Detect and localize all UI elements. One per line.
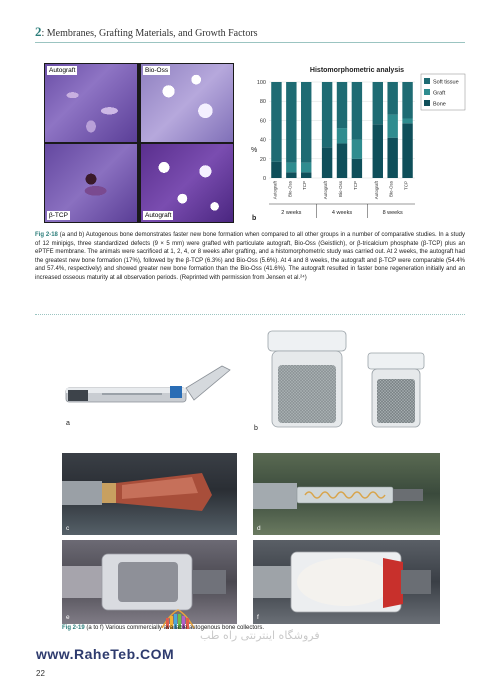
- chart-bar-soft-tissue: [373, 82, 383, 124]
- chart-bar-soft-tissue: [337, 82, 347, 128]
- chart-bar-bone: [402, 123, 412, 178]
- histology-label: Autograft: [145, 212, 172, 219]
- chart-x-ticks: [272, 180, 408, 199]
- chart-x-tick-label: Bio-Oss: [388, 181, 394, 198]
- histology-label: Autograft: [49, 67, 76, 74]
- header-divider: [35, 42, 465, 43]
- chart-bar-bone: [373, 124, 383, 178]
- chart-x-tick-label: Bio-Oss: [338, 181, 343, 198]
- chart-bar-bone: [352, 159, 362, 178]
- chart-legend-swatch: [424, 100, 430, 106]
- chart-bar-bone: [301, 172, 311, 178]
- chart-bar-bone: [387, 138, 397, 178]
- chart-panel-letter: b: [252, 215, 257, 222]
- chart-bar-soft-tissue: [352, 82, 362, 140]
- chart-y-label: %: [251, 147, 258, 154]
- chart-bars: [271, 82, 413, 178]
- photo-a-bone-collector-tube: [62, 350, 242, 430]
- chart-legend-label: Bone: [433, 101, 446, 108]
- chart-x-tick-label: TCP: [403, 181, 409, 190]
- watermark-arabic-text: فروشگاه اینترنتی راه طب: [200, 629, 320, 642]
- page-number: 22: [36, 669, 45, 678]
- histology-panel-tcp: [45, 144, 137, 222]
- chart-group-labels: [269, 204, 415, 218]
- chart-bar-graft: [286, 163, 296, 173]
- chapter-header: [35, 24, 258, 40]
- photo-b-filter-cups: [250, 325, 440, 435]
- photo-letter: b: [254, 425, 258, 432]
- watermark-url: www.RaheTeb.COM: [36, 646, 175, 662]
- chapter-title: : Membranes, Grafting Materials, and Growth Factors: [41, 28, 258, 39]
- chart-y-tick-label: 20: [259, 156, 266, 163]
- chart-x-tick-label: TCP: [302, 181, 308, 190]
- chart-svg: [245, 60, 470, 225]
- chart-bar-bone: [322, 147, 332, 178]
- chart-y-tick-label: 80: [259, 99, 266, 106]
- chart-legend-label: Graft: [433, 90, 446, 97]
- chart-bar-graft: [301, 163, 311, 173]
- chart-bar-soft-tissue: [402, 82, 412, 118]
- histology-panel-bio-oss: [141, 64, 233, 142]
- chart-legend-swatch: [424, 78, 430, 84]
- chart-bar-bone: [271, 162, 281, 178]
- figure-label: Fig 2-18: [35, 232, 58, 238]
- chart-x-tick-label: Bio-Oss: [287, 181, 293, 198]
- chart-group-label: 8 weeks: [382, 210, 403, 216]
- chart-title: Histomorphometric analysis: [309, 67, 405, 74]
- caption-text: (a and b) Autogenous bone demonstrates faster new bone formation when compared to all other groups in a number of comparative studies. In a study of 12 minipigs, three standardized defects (9 × 5 mm) were grafted with particulate autograft, Bio-Oss (Geistlich), or β-tricalcium phosphate (β-TCP) plus an ePTFE membrane. The animals were sacrificed at 1, 2, 4, or 8 weeks after grafting, and a histomorphometric study was carried out. At 2 weeks, the autograft had the greatest new bone formation (17%), followed by the β-TCP (6.3%) and Bio-Oss (5.6%). At 4 and 8 weeks, the autograft and β-TCP were comparable (54.4% and 57.4%, respectively) and showed greater new bone formation than the Bio-Oss (41.6%). The autograft resulted in faster bone regeneration initially and an increased osseous maturity at all observation periods. (Reprinted with permission from Jensen et al.²⁴): [35, 232, 465, 281]
- chapter-number: 2: [35, 24, 42, 39]
- chart-bar-soft-tissue: [322, 82, 332, 147]
- chart-x-tick-label: Autograft: [272, 181, 278, 200]
- figure-2-19-caption: [62, 625, 264, 631]
- caption-text: (a to f) Various commercially available autogenous bone collectors.: [84, 625, 264, 631]
- chart-legend-swatch: [424, 89, 430, 95]
- chart-bar-graft: [402, 118, 412, 123]
- chart-x-tick-label: Autograft: [323, 181, 329, 200]
- photo-letter: c: [66, 525, 70, 532]
- chart-bar-soft-tissue: [387, 82, 397, 115]
- chart-y-tick-label: 40: [259, 137, 266, 144]
- chart-bar-bone: [337, 143, 347, 178]
- chart-legend-label: Soft tissue: [433, 79, 459, 86]
- photo-letter: a: [66, 420, 70, 427]
- histology-panel-autograft: [45, 64, 137, 142]
- chart-group-label: 2 weeks: [281, 210, 302, 216]
- photo-letter: e: [66, 614, 70, 621]
- photo-f-collector-with-bone: [253, 540, 440, 624]
- histology-panel-autograft-2: [141, 144, 233, 222]
- chart-y-tick-label: 0: [262, 176, 266, 182]
- chart-bar-graft: [387, 115, 397, 138]
- histology-image-grid: [44, 63, 234, 223]
- chart-bar-soft-tissue: [271, 82, 281, 162]
- chart-x-tick-label: TCP: [352, 181, 358, 190]
- chart-bar-soft-tissue: [301, 82, 311, 163]
- chart-legend: [421, 74, 465, 110]
- photo-d-bone-collector-spring: [253, 453, 440, 535]
- chart-bar-graft: [337, 128, 347, 143]
- chart-y-ticks: [257, 80, 266, 182]
- photo-e-collector-chamber: [62, 540, 237, 624]
- figure-label: Fig 2-19: [62, 625, 85, 631]
- histology-label: Bio-Oss: [145, 67, 169, 74]
- chart-bar-soft-tissue: [286, 82, 296, 163]
- chart-bar-bone: [286, 172, 296, 178]
- chart-group-label: 4 weeks: [331, 210, 353, 216]
- histomorphometric-chart: [245, 60, 470, 230]
- photo-letter: d: [257, 525, 261, 532]
- chart-y-tick-label: 100: [256, 80, 266, 86]
- histology-label: β-TCP: [49, 212, 68, 219]
- photo-letter: f: [257, 614, 259, 621]
- photo-c-bone-trephine: [62, 453, 237, 535]
- chart-bar-graft: [352, 140, 362, 159]
- figure-2-18-caption: [35, 231, 465, 283]
- chart-y-tick-label: 60: [259, 118, 266, 125]
- watermark-logo: [158, 606, 198, 637]
- chart-x-tick-label: Autograft: [373, 181, 379, 200]
- section-divider: [35, 314, 465, 315]
